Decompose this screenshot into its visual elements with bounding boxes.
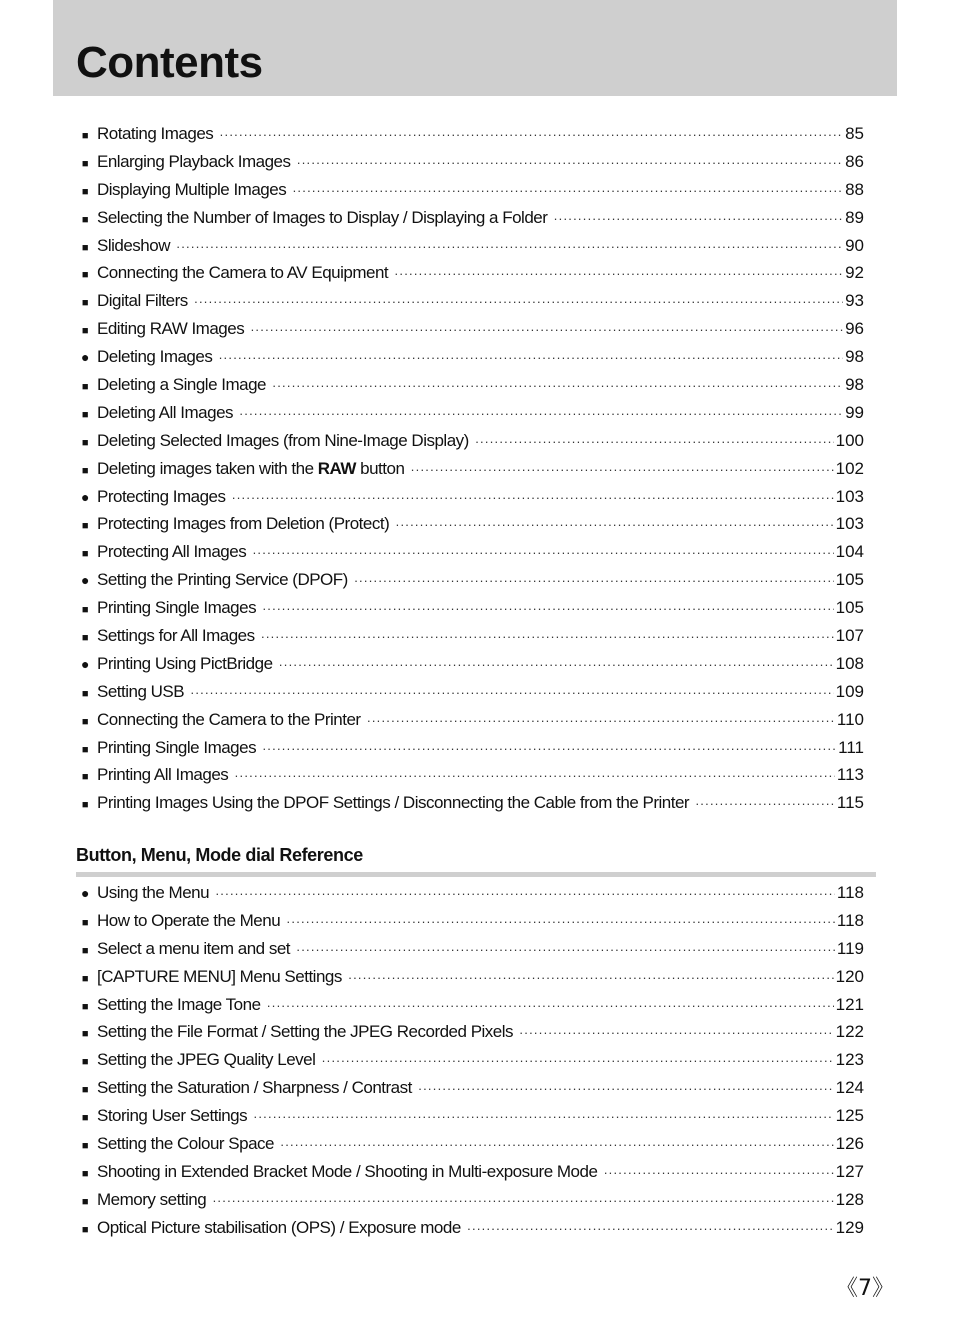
toc-entry-page: 99 [845, 402, 864, 422]
toc-entry[interactable] [78, 761, 864, 789]
toc-entry-page: 92 [845, 263, 864, 283]
dot-leader [218, 344, 843, 372]
toc-entry-title-text: Setting the JPEG Quality Level [97, 1050, 316, 1070]
dot-leader [279, 651, 834, 679]
dot-leader [261, 623, 834, 651]
toc-entry[interactable] [78, 991, 864, 1019]
toc-entry-page: 85 [845, 124, 864, 143]
square-bullet-icon: ■ [81, 1195, 89, 1208]
toc-entry-title-text: Setting the Colour Space [97, 1134, 275, 1154]
toc-entry-title-text: [CAPTURE MENU] Menu Settings [97, 966, 342, 986]
toc-entry-title-text: Setting the Printing Service (DPOF) [97, 570, 348, 590]
toc-entry-title [92, 287, 188, 315]
square-bullet-icon: ■ [81, 632, 89, 645]
toc-entry[interactable] [78, 650, 864, 678]
toc-entry-page: 111 [838, 737, 864, 757]
square-bullet-icon: ■ [81, 325, 89, 338]
toc-entry[interactable] [78, 594, 864, 622]
square-bullet-icon: ■ [81, 743, 89, 756]
dot-leader [519, 1019, 834, 1047]
square-bullet-icon: ■ [81, 213, 89, 226]
toc-list-playback [78, 120, 864, 817]
dot-leader [252, 539, 833, 567]
toc-entry[interactable] [78, 538, 864, 566]
toc-entry-page: 103 [835, 486, 864, 506]
square-bullet-icon: ■ [81, 381, 89, 394]
dot-leader [354, 567, 834, 595]
dot-leader [272, 372, 843, 400]
dot-leader [190, 679, 834, 707]
toc-entry-title-text: Memory setting [97, 1189, 207, 1209]
square-bullet-icon: ■ [81, 1028, 89, 1041]
dot-leader [286, 908, 835, 936]
dot-leader [410, 456, 833, 484]
toc-entry-title [92, 1074, 412, 1102]
dot-leader [232, 484, 834, 512]
toc-entry[interactable] [78, 678, 864, 706]
toc-entry-title [92, 371, 266, 399]
toc-entry-page: 115 [836, 793, 864, 813]
square-bullet-icon: ■ [81, 1084, 89, 1097]
square-bullet-icon: ■ [81, 185, 89, 198]
toc-entry-title [92, 566, 348, 594]
toc-entry-page: 90 [845, 235, 864, 255]
toc-entry[interactable] [78, 789, 864, 817]
toc-entry[interactable] [78, 343, 864, 371]
toc-entry-title-text: Printing Images Using the DPOF Settings / Disconnecting the Cable from the Printer [97, 793, 690, 813]
square-bullet-icon: ■ [81, 715, 89, 728]
toc-entry-title [92, 148, 291, 176]
toc-entry[interactable] [78, 935, 864, 963]
toc-entry-page: 98 [845, 347, 864, 367]
toc-entry-page: 122 [835, 1022, 864, 1042]
toc-entry-title-text: How to Operate the Menu [97, 910, 281, 930]
toc-entry-title [92, 761, 228, 789]
square-bullet-icon: ■ [81, 241, 89, 254]
toc-entry-page: 110 [836, 709, 864, 729]
toc-entry-title [92, 706, 361, 734]
square-bullet-icon: ■ [81, 408, 89, 421]
toc-entry-title [92, 483, 226, 511]
toc-entry-title [92, 935, 290, 963]
toc-entry[interactable] [78, 510, 864, 538]
dot-leader [280, 1131, 834, 1159]
square-bullet-icon: ■ [81, 604, 89, 617]
section-title: Button, Menu, Mode dial Reference [76, 845, 363, 865]
dot-leader [394, 260, 843, 288]
toc-entry[interactable] [78, 566, 864, 594]
toc-entry-page: 121 [835, 994, 864, 1014]
toc-entry-title [92, 1018, 513, 1046]
toc-entry-page: 100 [835, 430, 864, 450]
toc-entry-title [92, 427, 469, 455]
toc-entry-title-text: Deleting Images [97, 347, 213, 367]
toc-entry-page: 107 [835, 626, 864, 646]
toc-entry-title-text: Shooting in Extended Bracket Mode / Shooting in Multi-exposure Mode [97, 1161, 598, 1181]
toc-entry[interactable] [78, 706, 864, 734]
toc-entry-title [92, 510, 389, 538]
toc-entry-page: 124 [835, 1078, 864, 1098]
toc-entry-page: 89 [845, 207, 864, 227]
toc-entry-title [92, 1214, 461, 1242]
toc-entry-page: 93 [845, 291, 864, 311]
toc-entry-title-text: Printing All Images [97, 765, 229, 785]
dot-leader [418, 1075, 834, 1103]
toc-entry-title-text: Selecting the Number of Images to Display / Displaying a Folder [97, 207, 548, 227]
toc-entry-title-text: Slideshow [97, 235, 170, 255]
toc-entry-title-text: Printing Single Images [97, 737, 257, 757]
circle-bullet-icon: ● [81, 655, 89, 672]
toc-entry-page: 125 [835, 1106, 864, 1126]
toc-entry-title [92, 991, 261, 1019]
toc-entry-title-text: Storing User Settings [97, 1106, 248, 1126]
toc-entry-title [92, 622, 255, 650]
dot-leader [292, 177, 843, 205]
page-number: 《7》 [836, 1276, 894, 1301]
toc-entry-page: 103 [835, 514, 864, 534]
circle-bullet-icon: ● [81, 885, 89, 901]
toc-entry[interactable] [78, 907, 864, 935]
toc-entry-page: 88 [845, 179, 864, 199]
toc-entry-title-bold: RAW [317, 458, 356, 478]
toc-entry-page: 105 [835, 570, 864, 590]
toc-entry[interactable] [78, 963, 864, 991]
square-bullet-icon: ■ [81, 771, 89, 784]
toc-entry[interactable] [78, 204, 864, 232]
toc-entry-title [92, 399, 233, 427]
toc-entry-title [92, 879, 209, 907]
toc-entry-page: 118 [836, 910, 864, 930]
dot-leader [219, 121, 843, 149]
toc-entry-page: 108 [835, 653, 864, 673]
dot-leader [234, 762, 835, 790]
dot-leader [367, 707, 835, 735]
toc-entry-title [92, 1158, 597, 1186]
toc-entry[interactable] [78, 1074, 864, 1102]
square-bullet-icon: ■ [81, 1056, 89, 1069]
toc-entry-title-text: Settings for All Images [97, 626, 255, 646]
toc-entry[interactable] [78, 1018, 864, 1046]
toc-entry[interactable] [78, 259, 864, 287]
toc-entry-page: 109 [835, 681, 864, 701]
toc-entry-title-text: Digital Filters [97, 291, 188, 311]
circle-bullet-icon: ● [81, 349, 89, 366]
toc-entry[interactable] [78, 1130, 864, 1158]
toc-entry-title-text: Displaying Multiple Images [97, 179, 287, 199]
square-bullet-icon: ■ [81, 1112, 89, 1125]
toc-entry[interactable] [78, 232, 864, 260]
toc-entry-title [92, 594, 256, 622]
toc-entry-title-text: Connecting the Camera to the Printer [97, 709, 361, 729]
toc-entry-title [92, 1130, 274, 1158]
toc-entry[interactable] [78, 399, 864, 427]
toc-entry[interactable] [78, 1046, 864, 1074]
toc-entry-page: 118 [836, 883, 864, 902]
toc-entry-page: 127 [835, 1161, 864, 1181]
toc-entry[interactable] [78, 315, 864, 343]
toc-entry[interactable] [78, 622, 864, 650]
dot-leader [603, 1159, 833, 1187]
toc-entry-page: 105 [835, 598, 864, 618]
toc-entry[interactable] [78, 1158, 864, 1186]
square-bullet-icon: ■ [81, 1223, 89, 1236]
toc-entry[interactable] [78, 148, 864, 176]
toc-entry[interactable] [78, 734, 864, 762]
page-title: Contents [76, 38, 263, 87]
toc-entry-title-text: Printing Single Images [97, 598, 257, 618]
toc-entry[interactable] [78, 1186, 864, 1214]
toc-entry-title-text: Connecting the Camera to AV Equipment [97, 263, 389, 283]
dot-leader [176, 233, 843, 261]
square-bullet-icon: ■ [81, 944, 89, 957]
toc-entry-title [92, 1186, 206, 1214]
toc-entry-page: 102 [835, 458, 864, 478]
dot-leader [253, 1103, 833, 1131]
toc-entry-title-text: Deleting images taken with the [97, 458, 318, 478]
circle-bullet-icon: ● [81, 488, 89, 505]
toc-entry-title [92, 232, 170, 260]
square-bullet-icon: ■ [81, 687, 89, 700]
toc-entry-title [92, 734, 256, 762]
toc-entry-title-text: Setting USB [97, 681, 185, 701]
toc-entry[interactable] [78, 176, 864, 204]
toc-entry-page: 113 [836, 765, 864, 785]
square-bullet-icon: ■ [81, 520, 89, 533]
square-bullet-icon: ■ [81, 464, 89, 477]
toc-entry-title [92, 315, 244, 343]
toc-entry-title-text: Optical Picture stabilisation (OPS) / Exposure mode [97, 1217, 461, 1237]
header-band [53, 0, 897, 96]
toc-entry-title [92, 678, 184, 706]
dot-leader [215, 880, 835, 908]
dot-leader [695, 790, 835, 818]
dot-leader [297, 149, 844, 177]
toc-entry-title-text: Printing Using PictBridge [97, 653, 273, 673]
toc-entry[interactable] [78, 287, 864, 315]
toc-entry-page: 120 [835, 966, 864, 986]
toc-entry-title [92, 963, 342, 991]
toc-entry-title-text: Setting the Saturation / Sharpness / Contrast [97, 1078, 412, 1098]
toc-entry[interactable] [78, 1102, 864, 1130]
toc-entry-page: 129 [835, 1217, 864, 1237]
dot-leader [194, 288, 843, 316]
toc-entry-title-text: Deleting All Images [97, 402, 234, 422]
square-bullet-icon: ■ [81, 269, 89, 282]
toc-entry[interactable] [78, 483, 864, 511]
toc-entry-title-text: Select a menu item and set [97, 938, 291, 958]
toc-entry-page: 126 [835, 1134, 864, 1154]
dot-leader [553, 205, 843, 233]
toc-entry-title-text: Using the Menu [97, 883, 210, 902]
toc-entry-title-text: Setting the Image Tone [97, 994, 261, 1014]
toc-entry-title [92, 1102, 247, 1130]
square-bullet-icon: ■ [81, 548, 89, 561]
toc-entry-title-text: Deleting a Single Image [97, 375, 267, 395]
dot-leader [212, 1187, 833, 1215]
circle-bullet-icon: ● [81, 572, 89, 589]
toc-entry-title [92, 907, 280, 935]
toc-entry-title-tail: button [355, 458, 405, 478]
toc-entry-title [92, 789, 689, 817]
dot-leader [321, 1047, 833, 1075]
toc-entry-page: 119 [836, 938, 864, 958]
toc-entry-title [92, 455, 404, 483]
dot-leader [267, 992, 834, 1020]
dot-leader [296, 936, 835, 964]
toc-entry-title-text: Setting the File Format / Setting the JPEG Recorded Pixels [97, 1022, 514, 1042]
toc-entry-title-text: Enlarging Playback Images [97, 151, 291, 171]
section-rule [76, 872, 876, 877]
square-bullet-icon: ■ [81, 297, 89, 310]
toc-entry[interactable] [78, 455, 864, 483]
square-bullet-icon: ■ [81, 972, 89, 985]
square-bullet-icon: ■ [81, 436, 89, 449]
toc-entry[interactable] [78, 1214, 864, 1242]
toc-entry-title [92, 259, 388, 287]
toc-entry[interactable] [78, 879, 864, 907]
toc-list-menu-reference [78, 879, 864, 1242]
toc-entry[interactable] [78, 427, 864, 455]
dot-leader [475, 428, 834, 456]
square-bullet-icon: ■ [81, 157, 89, 170]
toc-entry-title-text: Protecting All Images [97, 542, 247, 562]
toc-entry-page: 86 [845, 151, 864, 171]
toc-entry-title [92, 538, 246, 566]
square-bullet-icon: ■ [81, 799, 89, 812]
toc-entry-page: 128 [835, 1189, 864, 1209]
toc-entry-title [92, 120, 213, 148]
toc-entry-title [92, 176, 286, 204]
toc-entry-page: 98 [845, 375, 864, 395]
toc-entry-title-text: Deleting Selected Images (from Nine-Image Display) [97, 430, 469, 450]
dot-leader [262, 735, 836, 763]
dot-leader [239, 400, 843, 428]
toc-entry-title-text: Protecting Images from Deletion (Protect) [97, 514, 390, 534]
toc-entry-title [92, 204, 547, 232]
square-bullet-icon: ■ [81, 1167, 89, 1180]
toc-entry-page: 96 [845, 319, 864, 339]
dot-leader [348, 964, 834, 992]
toc-entry-title-text: Editing RAW Images [97, 319, 245, 339]
toc-entry-title [92, 650, 273, 678]
square-bullet-icon: ■ [81, 916, 89, 929]
dot-leader [395, 511, 833, 539]
dot-leader [467, 1215, 834, 1243]
toc-entry-page: 123 [835, 1050, 864, 1070]
toc-entry-title-text: Protecting Images [97, 486, 226, 506]
toc-entry-page: 104 [835, 542, 864, 562]
dot-leader [262, 595, 834, 623]
dot-leader [250, 316, 843, 344]
square-bullet-icon: ■ [81, 1000, 89, 1013]
toc-entry-title [92, 1046, 315, 1074]
square-bullet-icon: ■ [81, 1140, 89, 1153]
toc-entry[interactable] [78, 371, 864, 399]
toc-entry[interactable] [78, 120, 864, 148]
toc-entry-title-text: Rotating Images [97, 124, 214, 143]
square-bullet-icon: ■ [81, 130, 89, 142]
toc-entry-title [92, 343, 212, 371]
